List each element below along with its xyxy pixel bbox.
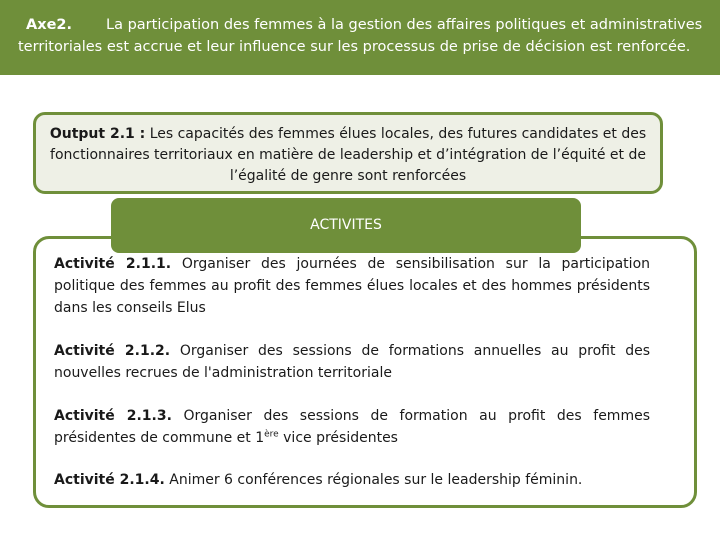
activity-superscript: ère: [264, 429, 279, 440]
activity-id: Activité 2.1.3.: [54, 408, 172, 424]
activity-id: Activité 2.1.1.: [54, 256, 172, 272]
axis-label: Axe2.: [26, 17, 73, 33]
output-text: Les capacités des femmes élues locales, des futures candidates et des fonctionnaires territoriaux en matière de leadership et d’intégration de l’équité et de l’égalité de genre sont renforcées: [50, 126, 647, 184]
activity-text: Organiser des journées de sensibilisation sur la participation politique des femmes au profit des femmes élues locales et des hommes présidents dans les conseils Elus: [54, 256, 651, 316]
activity-id: Activité 2.1.4.: [54, 472, 165, 488]
axis-title-line-2: territoriales est accrue et leur influence sur les processus de prise de décision est renforcée.: [18, 39, 691, 55]
activity-item: [54, 405, 650, 449]
axis-header-line-1: [18, 14, 702, 36]
activity-text: Organiser des sessions de formation au profit des femmes présidentes de commune et 1: [54, 408, 650, 446]
activity-item: [54, 253, 650, 319]
output-box: [33, 112, 663, 194]
activity-text-end: vice présidentes: [278, 430, 398, 446]
activity-text: Animer 6 conférences régionales sur le leadership féminin.: [169, 472, 583, 488]
axis-title-line-1: La participation des femmes à la gestion des affaires politiques et administratives: [106, 17, 703, 33]
activities-title: ACTIVITES: [111, 198, 581, 253]
output-label: Output 2.1 :: [49, 126, 146, 142]
activity-id: Activité 2.1.2.: [54, 343, 171, 359]
activity-item: [54, 340, 650, 384]
axis-header: [0, 0, 720, 75]
activity-text: Organiser des sessions de formations annuelles au profit des nouvelles recrues de l'administration territoriale: [54, 343, 651, 381]
activity-item: [54, 469, 650, 491]
